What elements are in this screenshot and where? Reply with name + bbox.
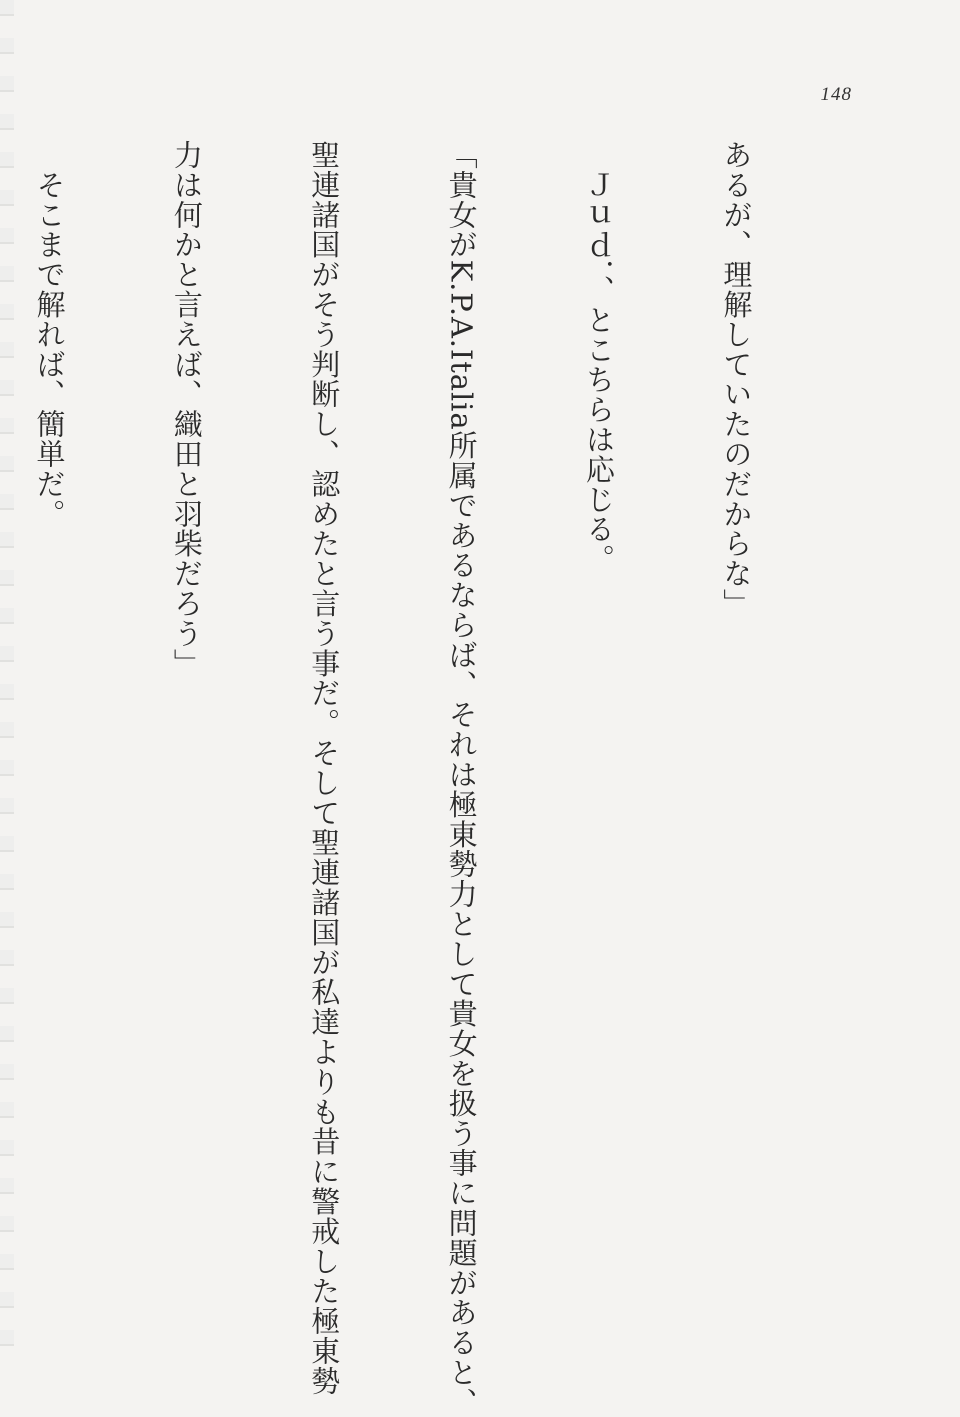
- text-line: Ｊｕｄ．、とこちらは応じる。: [582, 140, 617, 574]
- text-line: 「貴女がK.P.A.Italia所属であるならば、それは極東勢力として貴女を扱う事に問題があると、: [444, 140, 479, 1417]
- text-line: あるが、理解していたのだからな」: [719, 140, 754, 619]
- text-line: そこまで解れば、簡単だ。: [32, 140, 67, 529]
- text-line: 力は何かと言えば、織田と羽柴だろう」: [169, 140, 204, 679]
- page-number: 148: [820, 84, 852, 105]
- text-line: 聖連諸国がそう判断し、認めたと言う事だ。そして聖連諸国が私達よりも昔に警戒した極東勢: [307, 140, 342, 1396]
- body-text: [0, 140, 850, 1417]
